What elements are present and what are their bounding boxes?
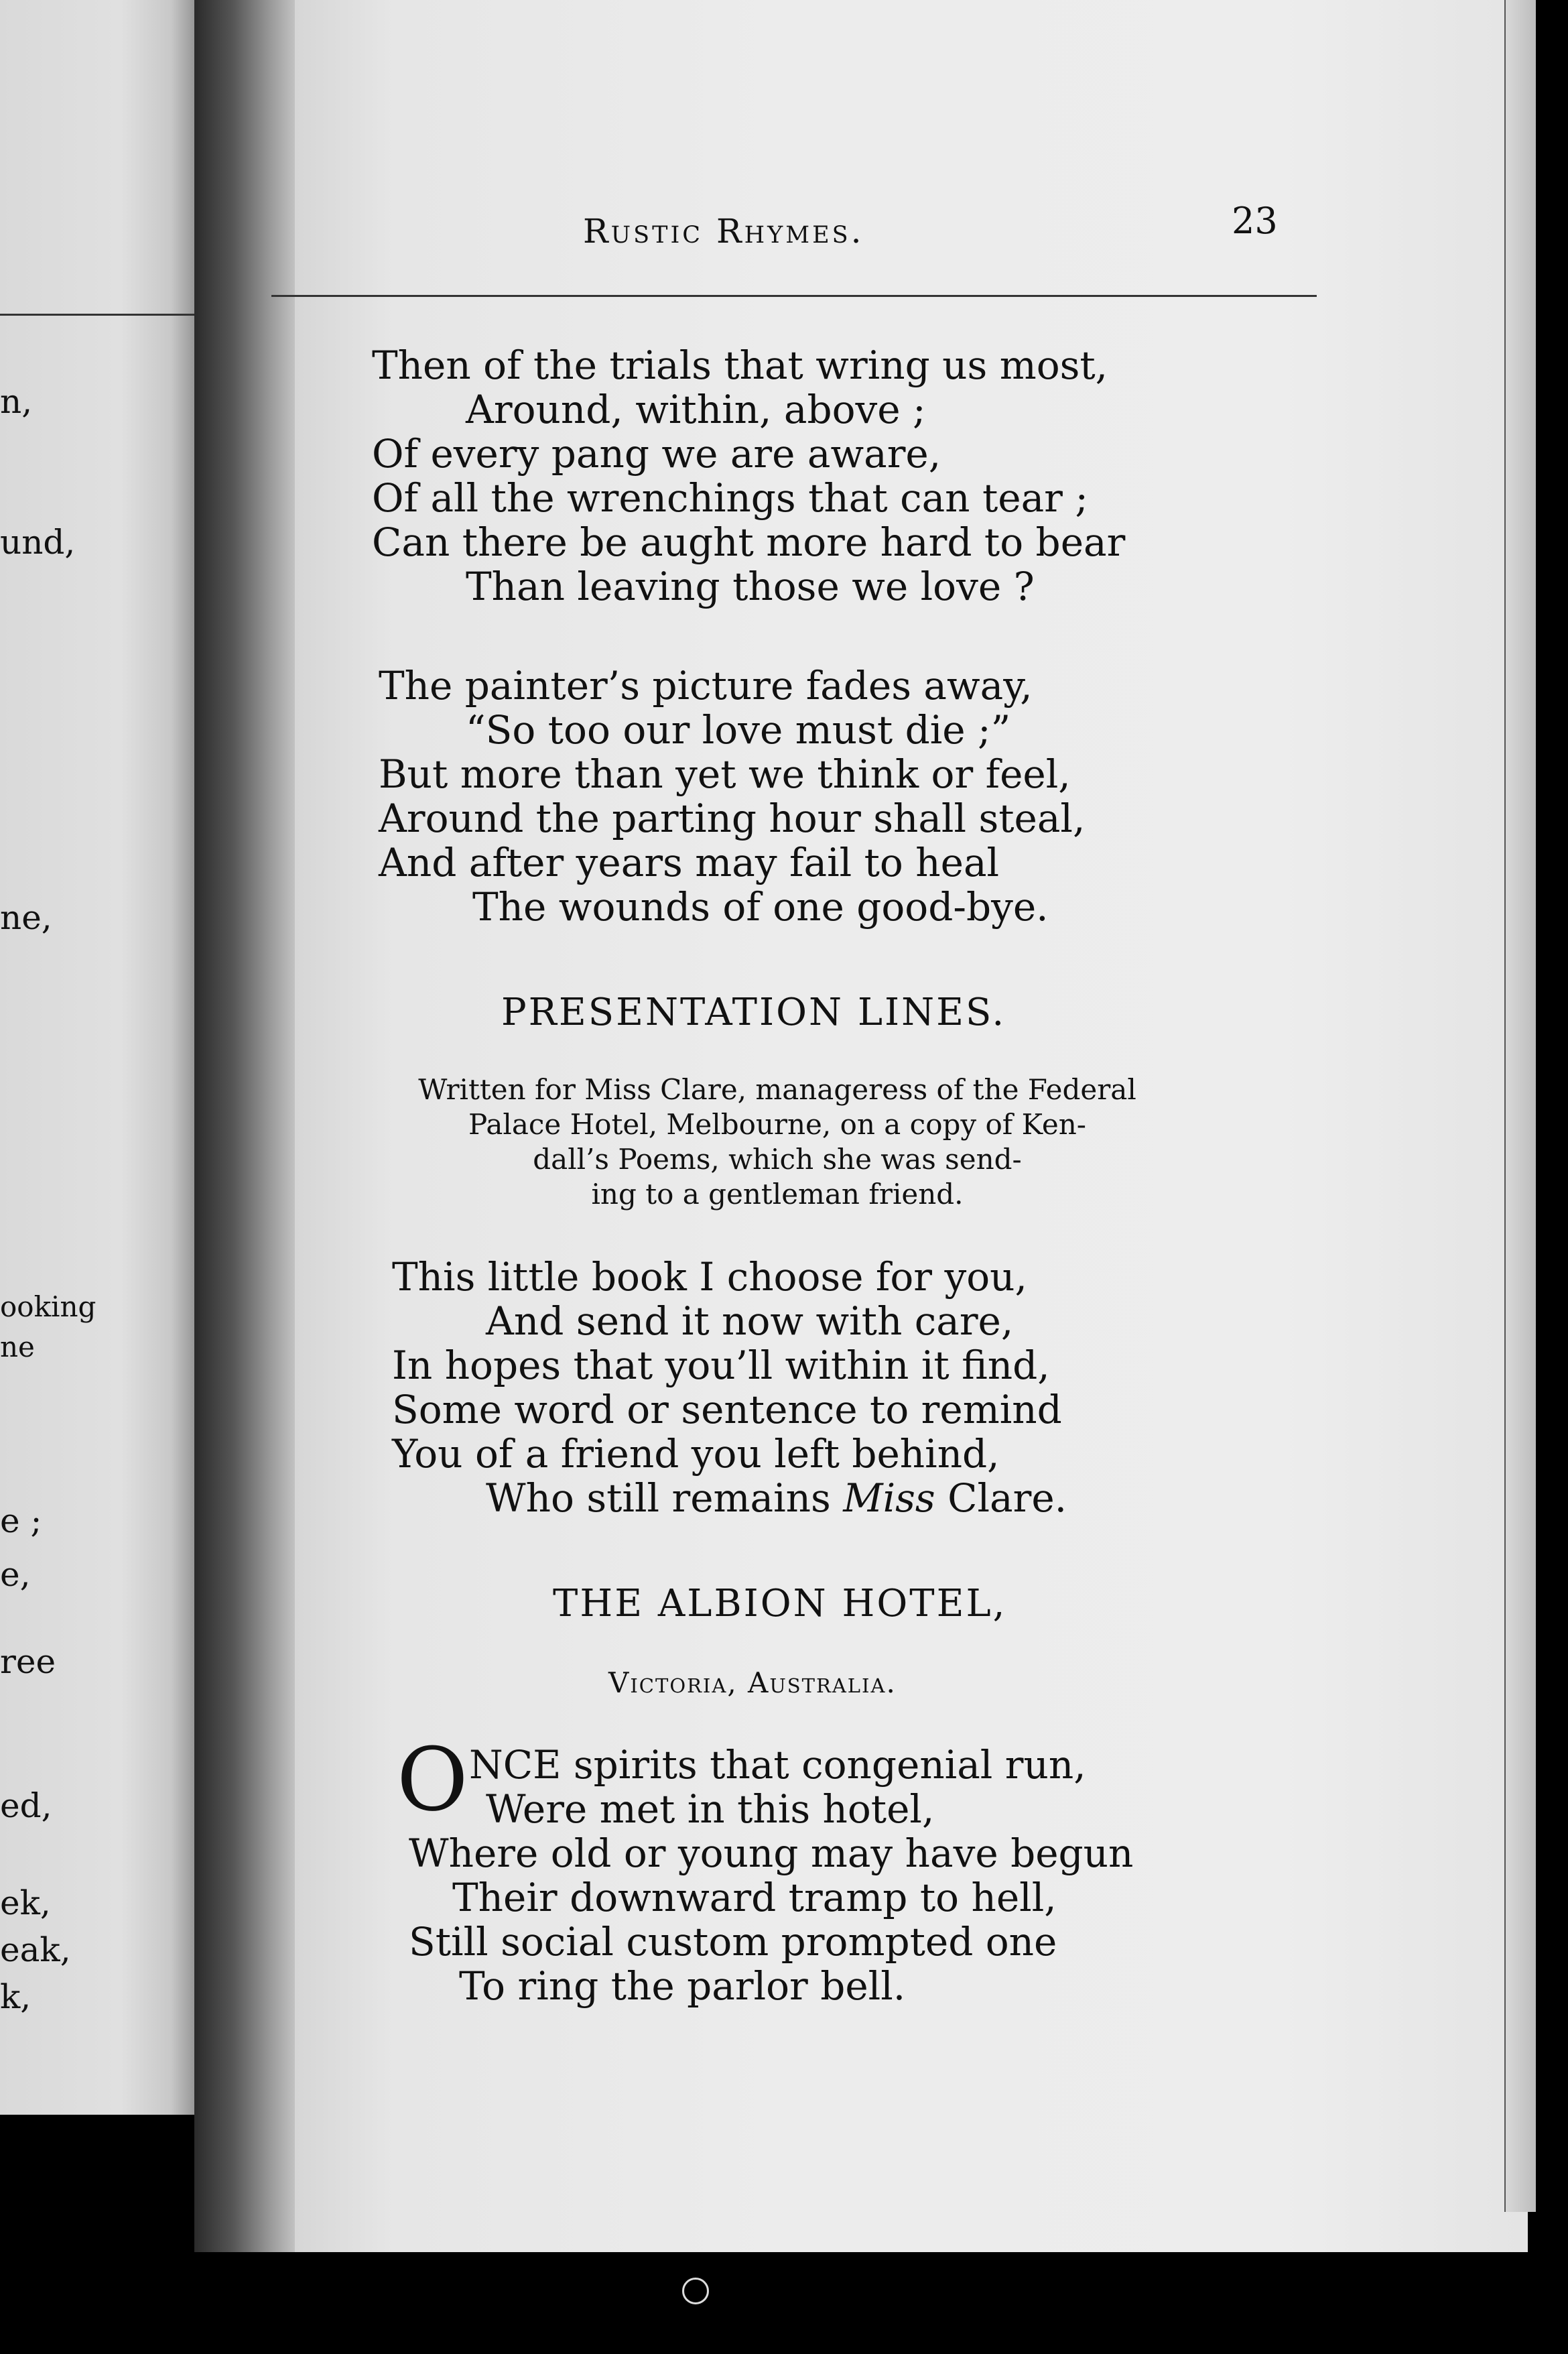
left-facing-page bbox=[0, 0, 201, 2115]
left-text-fragment: e, bbox=[0, 1555, 31, 1594]
left-text-fragment: ne, bbox=[0, 898, 52, 937]
stanza bbox=[372, 343, 1125, 609]
left-text-fragment: e ; bbox=[0, 1501, 42, 1540]
left-text-fragment: ne bbox=[0, 1330, 35, 1363]
verse-line: In hopes that you’ll within it find, bbox=[392, 1343, 1050, 1388]
verse-line: The painter’s picture fades away, bbox=[379, 663, 1033, 708]
verse-line bbox=[392, 1476, 1067, 1520]
verse-line: Were met in this hotel, bbox=[486, 1786, 935, 1832]
verse-line: Than leaving those we love ? bbox=[466, 564, 1035, 609]
verse-line: But more than yet we think or feel, bbox=[379, 751, 1071, 797]
left-text-fragment: ree bbox=[0, 1642, 56, 1681]
verse-line-end: Clare. bbox=[948, 1475, 1067, 1521]
stanza bbox=[379, 664, 1085, 929]
left-page-rule bbox=[0, 314, 201, 316]
verse-line: And after years may fail to heal bbox=[379, 840, 1000, 885]
verse-line: The wounds of one good-bye. bbox=[472, 884, 1049, 930]
verse-line: Around the parting hour shall steal, bbox=[379, 796, 1086, 841]
verse-line: Some word or sentence to remind bbox=[392, 1387, 1062, 1432]
poem-subtitle: Victoria, Australia. bbox=[608, 1666, 897, 1699]
verse-line: Around, within, above ; bbox=[466, 387, 926, 432]
left-text-fragment: ek, bbox=[0, 1883, 51, 1922]
left-text-fragment: eak, bbox=[0, 1930, 71, 1969]
page-number: 23 bbox=[1232, 200, 1278, 242]
verse-line: NCE spirits that congenial run, bbox=[469, 1742, 1086, 1788]
verse-line: You of a friend you left behind, bbox=[392, 1431, 1000, 1477]
header-rule bbox=[271, 295, 1317, 297]
left-text-fragment: ooking bbox=[0, 1290, 96, 1323]
verse-line: Their downward tramp to hell, bbox=[452, 1875, 1057, 1920]
verse-line: Of every pang we are aware, bbox=[372, 431, 941, 477]
verse-line: Can there be aught more hard to bear bbox=[372, 519, 1126, 565]
poem-title: THE ALBION HOTEL, bbox=[553, 1582, 1007, 1625]
stanza bbox=[409, 1743, 1133, 2008]
left-text-fragment: und, bbox=[0, 523, 76, 562]
drop-cap: O bbox=[397, 1729, 468, 1831]
verse-line: To ring the parlor bell. bbox=[459, 1963, 906, 2009]
note-line: Palace Hotel, Melbourne, on a copy of Ken- bbox=[468, 1108, 1086, 1141]
verse-line-text: Who still remains bbox=[486, 1475, 831, 1521]
verse-line: Then of the trials that wring us most, bbox=[372, 343, 1108, 388]
left-text-fragment: ed, bbox=[0, 1786, 52, 1825]
scan-mark bbox=[682, 2278, 709, 2304]
verse-line: This little book I choose for you, bbox=[392, 1254, 1027, 1300]
page-edge bbox=[1504, 0, 1536, 2212]
left-text-fragment: k, bbox=[0, 1977, 31, 2016]
note-line: ing to a gentleman friend. bbox=[591, 1178, 964, 1211]
dedication-note bbox=[362, 1072, 1193, 1212]
left-text-fragment: n, bbox=[0, 382, 33, 421]
verse-line: Of all the wrenchings that can tear ; bbox=[372, 475, 1088, 521]
note-line: dall’s Poems, which she was send- bbox=[533, 1143, 1022, 1176]
note-line: Written for Miss Clare, manageress of the Federal bbox=[418, 1073, 1136, 1106]
verse-line: Where old or young may have begun bbox=[409, 1831, 1134, 1876]
verse-line: “So too our love must die ;” bbox=[466, 707, 1011, 753]
italic-word: Miss bbox=[843, 1475, 935, 1521]
stanza bbox=[392, 1255, 1067, 1520]
verse-line: Still social custom prompted one bbox=[409, 1919, 1057, 1965]
poem-title: PRESENTATION LINES. bbox=[501, 991, 1006, 1034]
verse-line: And send it now with care, bbox=[486, 1298, 1014, 1344]
running-title: Rustic Rhymes. bbox=[583, 212, 864, 251]
